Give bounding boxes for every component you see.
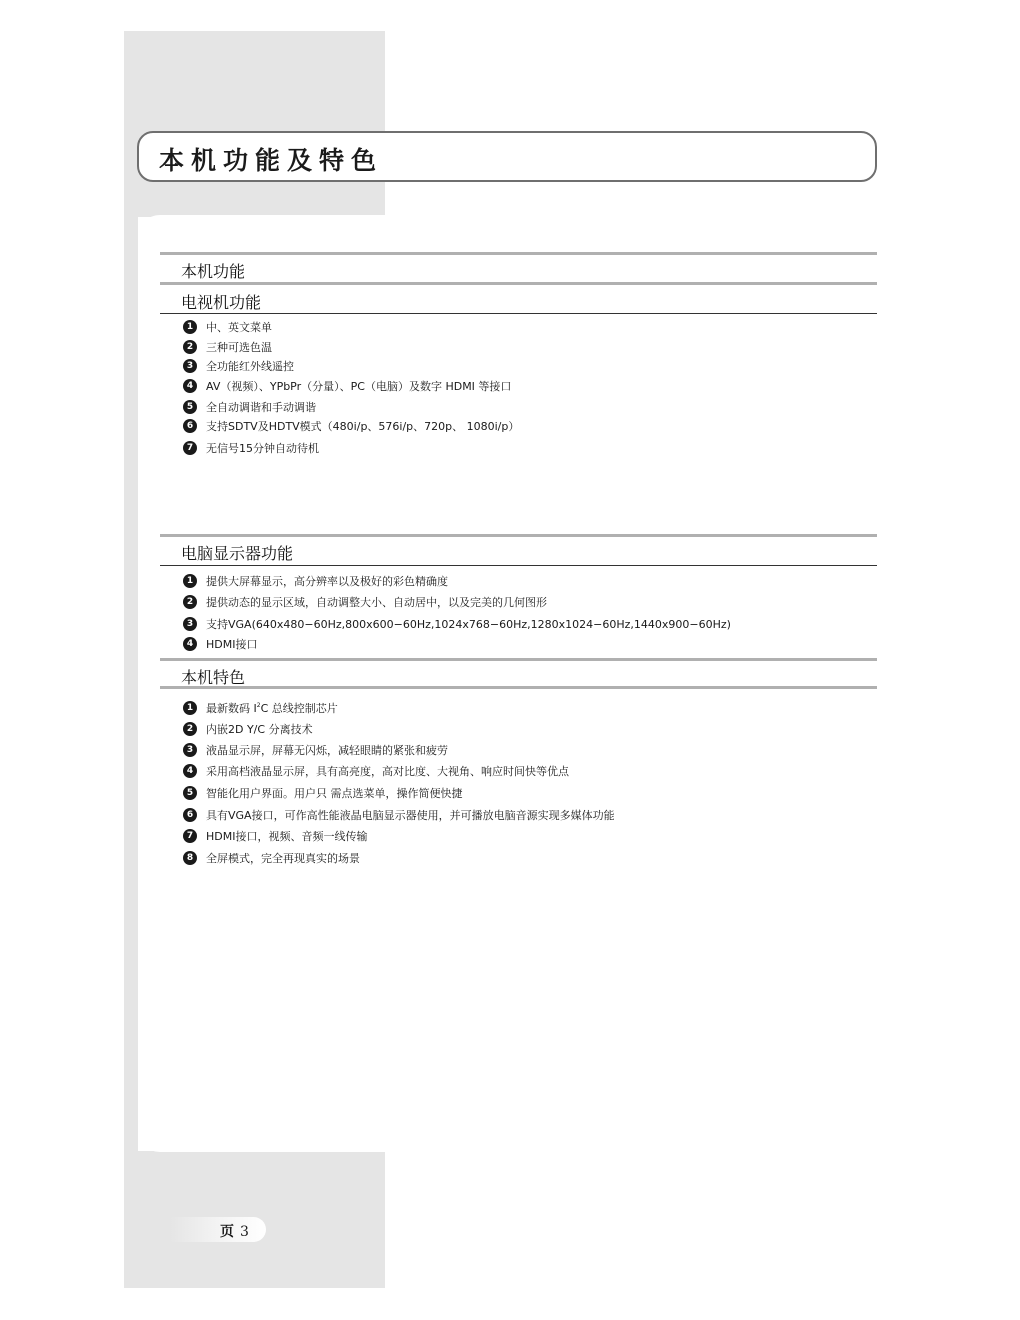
list-item-text: 三种可选色温 [206,341,272,354]
list-item [183,339,272,355]
number-bullet-icon: 7 [183,829,197,843]
list-item-text: 中、英文菜单 [206,321,272,334]
section-heading-features: 本机特色 [181,668,246,687]
number-bullet-icon: 1 [183,701,197,715]
list-item-text: AV（视频）、YPbPr（分量）、PC（电脑）及数字 HDMI 等接口 [206,380,512,393]
page-label-wrapper [220,1221,249,1241]
list-item-text: 液晶显示屏，屏幕无闪烁，减轻眼睛的紧张和疲劳 [206,744,448,757]
number-bullet-icon: 6 [183,419,197,433]
section-divider [160,282,877,285]
list-item [183,319,272,335]
list-item [183,399,316,415]
list-item [183,785,463,801]
list-item-text: 全屏模式，完全再现真实的场景 [206,852,360,865]
list-item [183,573,448,589]
page-label: 页 [220,1224,234,1240]
list-item-text: 无信号15分钟自动待机 [206,442,319,455]
section-divider [160,686,877,689]
section-divider [160,658,877,661]
number-bullet-icon: 5 [183,786,197,800]
section-divider [160,534,877,537]
section-heading-pc: 电脑显示器功能 [181,544,294,563]
page-title: 本机功能及特色 [159,146,384,175]
section-heading-main: 本机功能 [181,262,246,281]
list-item-text: 具有VGA接口，可作高性能液晶电脑显示器使用，并可播放电脑音源实现多媒体功能 [206,809,615,822]
number-bullet-icon: 3 [183,617,197,631]
list-item-text: 支持VGA(640x480−60Hz,800x600−60Hz,1024x768−60Hz,1280x1024−60Hz,1440x900−60Hz) [206,618,731,631]
number-bullet-icon: 6 [183,808,197,822]
list-item [183,440,319,456]
list-item [183,700,338,716]
number-bullet-icon: 4 [183,764,197,778]
list-item-text: 支持SDTV及HDTV模式（480i/p、576i/p、720p、 1080i/p） [206,420,520,433]
page-number: 3 [240,1224,249,1240]
number-bullet-icon: 3 [183,359,197,373]
section-divider [160,252,877,255]
list-item [183,418,519,434]
list-item [183,763,569,779]
list-item-text: HDMI接口 [206,638,258,651]
list-item [183,721,313,737]
list-item [183,807,615,823]
list-item-text: 提供大屏幕显示，高分辨率以及极好的彩色精确度 [206,575,448,588]
content-panel [138,215,898,1152]
list-item-text: 采用高档液晶显示屏，具有高亮度，高对比度、大视角、响应时间快等优点 [206,765,569,778]
number-bullet-icon: 8 [183,851,197,865]
section-heading-tv: 电视机功能 [181,293,262,312]
list-item-text: 内嵌2D Y/C 分离技术 [206,723,313,736]
list-item [183,636,257,652]
list-item-text [206,700,338,716]
list-item [183,358,294,374]
i2c-superscript: 2 [256,702,261,709]
list-item [183,828,367,844]
list-item-text: 全功能红外线遥控 [206,360,294,373]
list-item [183,378,511,394]
number-bullet-icon: 4 [183,637,197,651]
i2c-prefix: 最新数码 I [206,702,257,715]
number-bullet-icon: 3 [183,743,197,757]
number-bullet-icon: 4 [183,379,197,393]
decorative-gray-band-top [124,31,385,217]
list-item-text: 智能化用户界面。用户只 需点选菜单，操作简便快捷 [206,787,463,800]
number-bullet-icon: 2 [183,340,197,354]
list-item [183,594,547,610]
page-number-tab [170,1217,266,1242]
list-item-text: 全自动调谐和手动调谐 [206,401,316,414]
list-item [183,850,360,866]
section-underline [160,313,877,314]
number-bullet-icon: 1 [183,320,197,334]
list-item [183,616,731,632]
number-bullet-icon: 2 [183,595,197,609]
list-item-text: 提供动态的显示区域，自动调整大小、自动居中，以及完美的几何图形 [206,596,547,609]
i2c-suffix: C 总线控制芯片 [260,702,338,715]
number-bullet-icon: 1 [183,574,197,588]
number-bullet-icon: 2 [183,722,197,736]
page-title-box [137,131,877,182]
number-bullet-icon: 7 [183,441,197,455]
list-item [183,742,448,758]
list-item-text: HDMI接口，视频、音频一线传输 [206,830,368,843]
decorative-gray-band-left [124,150,138,1288]
section-underline [160,565,877,566]
number-bullet-icon: 5 [183,400,197,414]
